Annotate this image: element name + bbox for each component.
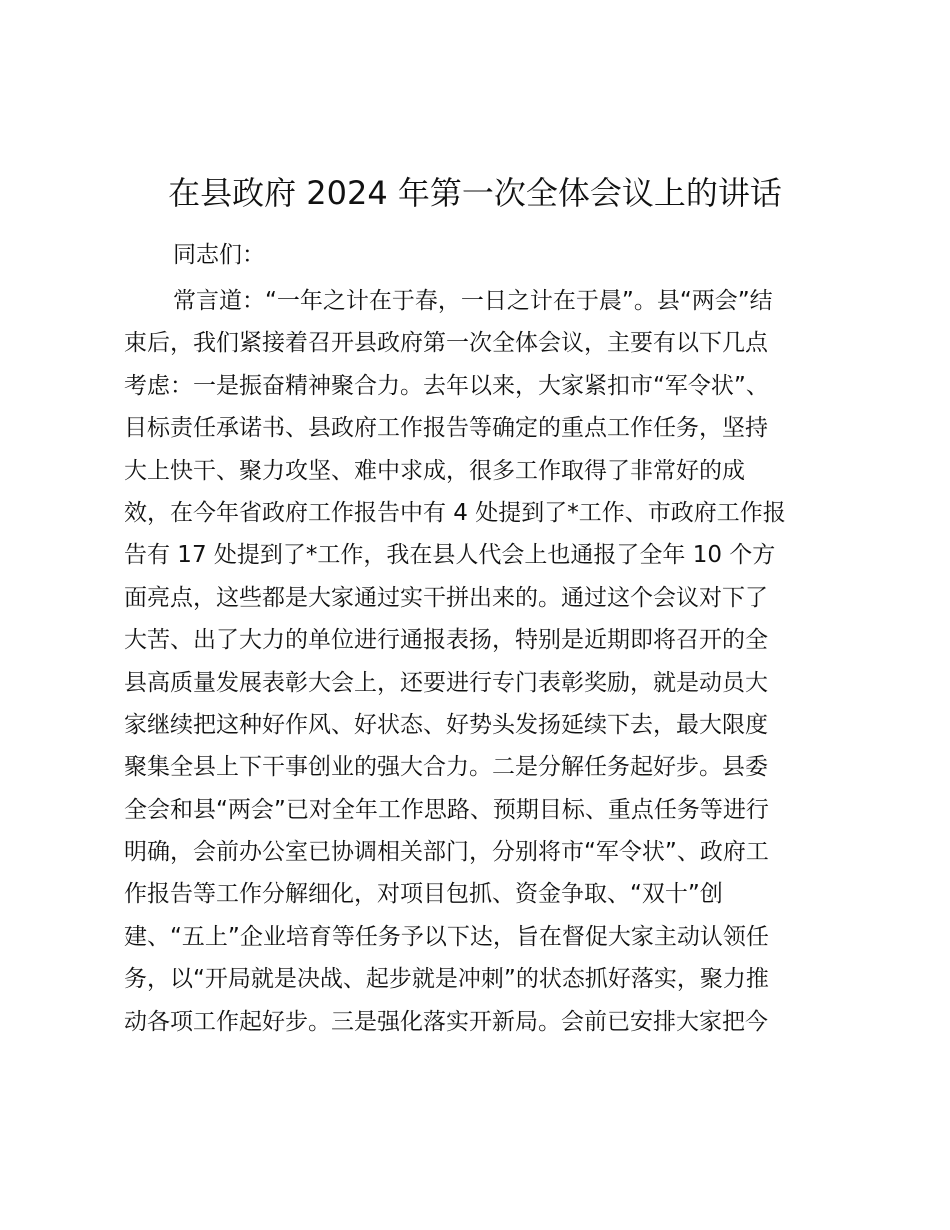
text-line: 大上快干、聚力攻坚、难中求成，很多工作取得了非常好的成 [124, 457, 745, 484]
text-line: 聚集全县上下干事创业的强大合力。二是分解任务起好步。县委 [124, 754, 768, 781]
text-line: 效，在今年省政府工作报告中有 4 处提到了*工作、市政府工作报 [124, 499, 786, 526]
text-line: 束后，我们紧接着召开县政府第一次全体会议，主要有以下几点 [124, 330, 768, 357]
salutation: 同志们： [173, 242, 265, 268]
text-line: 务，以“开局就是决战、起步就是冲刺”的状态抓好落实，聚力推 [124, 966, 769, 993]
text-line: 考虑：一是振奋精神聚合力。去年以来，大家紧扣市“军令状”、 [124, 372, 769, 399]
text-line: 大苦、出了大力的单位进行通报表扬，特别是近期即将召开的全 [124, 627, 768, 654]
text-line: 家继续把这种好作风、好状态、好势头发扬延续下去，最大限度 [124, 711, 768, 738]
text-line: 明确，会前办公室已协调相关部门，分别将市“军令状”、政府工 [124, 839, 769, 866]
text-line: 全会和县“两会”已对全年工作思路、预期目标、重点任务等进行 [124, 796, 769, 823]
document-title: 在县政府 2024 年第一次全体会议上的讲话 [168, 174, 782, 212]
text-line: 目标责任承诺书、县政府工作报告等确定的重点工作任务，坚持 [124, 415, 768, 442]
text-line: 告有 17 处提到了*工作，我在县人代会上也通报了全年 10 个方 [124, 542, 776, 569]
text-line: 面亮点，这些都是大家通过实干拼出来的。通过这个会议对下了 [124, 584, 768, 611]
text-line: 动各项工作起好步。三是强化落实开新局。会前已安排大家把今 [124, 1008, 768, 1035]
text-line: 县高质量发展表彰大会上，还要进行专门表彰奖励，就是动员大 [124, 669, 768, 696]
body-paragraph [124, 280, 844, 1043]
text-line: 常言道：“一年之计在于春，一日之计在于晨”。县“两会”结 [173, 288, 773, 314]
text-line: 建、“五上”企业培育等任务予以下达，旨在督促大家主动认领任 [124, 923, 769, 950]
text-line: 作报告等工作分解细化，对项目包抓、资金争取、“双十”创 [124, 881, 723, 908]
